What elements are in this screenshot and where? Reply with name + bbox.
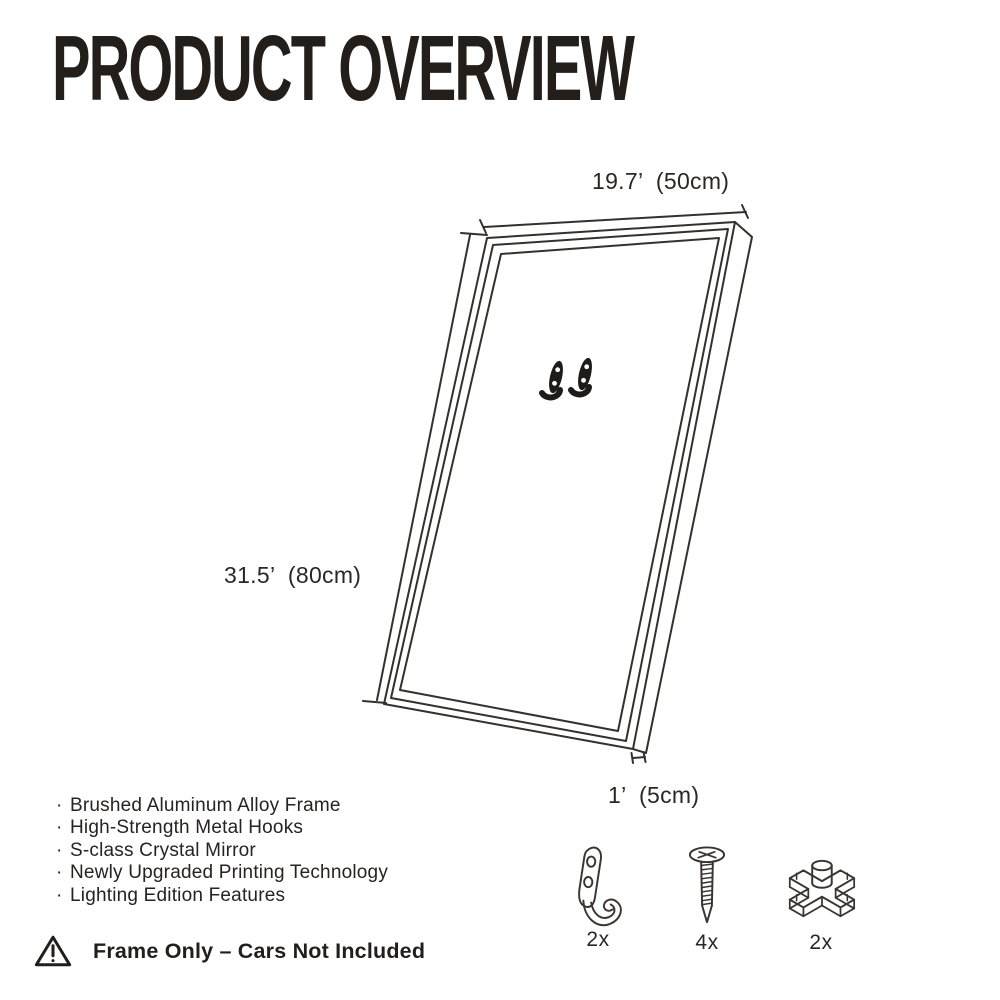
feature-item: [56, 862, 388, 884]
width-dimension-label: 19.7’ (50cm): [592, 168, 730, 194]
hardware-item-hook: [558, 842, 638, 952]
feature-text: S-class Crystal Mirror: [70, 839, 256, 861]
warning-triangle-icon: [34, 933, 72, 969]
bullet-dot: ·: [56, 862, 63, 884]
feature-text: Newly Upgraded Printing Technology: [70, 862, 389, 884]
hardware-item-screw: [678, 844, 736, 955]
wall-hook-icon: [559, 842, 637, 930]
bullet-dot: ·: [56, 817, 63, 839]
feature-item: [56, 795, 388, 817]
height-dimension-line: [363, 233, 487, 703]
width-dimension-line: [480, 205, 748, 233]
warning-note: [34, 933, 425, 969]
feature-text: Brushed Aluminum Alloy Frame: [70, 795, 341, 816]
feature-text: Lighting Edition Features: [70, 884, 286, 906]
bullet-dot: ·: [56, 795, 63, 816]
hooks-illustration: [542, 357, 595, 398]
feature-item: [56, 885, 388, 907]
frame-outline: [384, 222, 752, 753]
hardware-qty: 4x: [695, 931, 719, 954]
screw-icon: [678, 844, 736, 930]
depth-dimension-label: 1’ (5cm): [608, 782, 700, 808]
feature-item: [56, 840, 388, 862]
hardware-qty: 2x: [809, 931, 833, 954]
hardware-qty: 2x: [586, 928, 610, 951]
bullet-dot: ·: [56, 839, 63, 861]
depth-dimension-line: [632, 752, 646, 763]
feature-item: [56, 817, 388, 839]
bullet-dot: ·: [56, 884, 63, 906]
feature-text: High-Strength Metal Hooks: [70, 817, 304, 839]
page-title: PRODUCT OVERVIEW: [52, 16, 634, 120]
hardware-item-bracket: [762, 846, 880, 955]
feature-list: [56, 795, 388, 907]
height-dimension-label: 31.5’ (80cm): [224, 562, 362, 588]
hook-right-icon: [571, 357, 595, 395]
cross-bracket-icon: [762, 846, 880, 926]
warning-text: Frame Only – Cars Not Included: [93, 938, 426, 963]
hook-left-icon: [542, 360, 566, 398]
